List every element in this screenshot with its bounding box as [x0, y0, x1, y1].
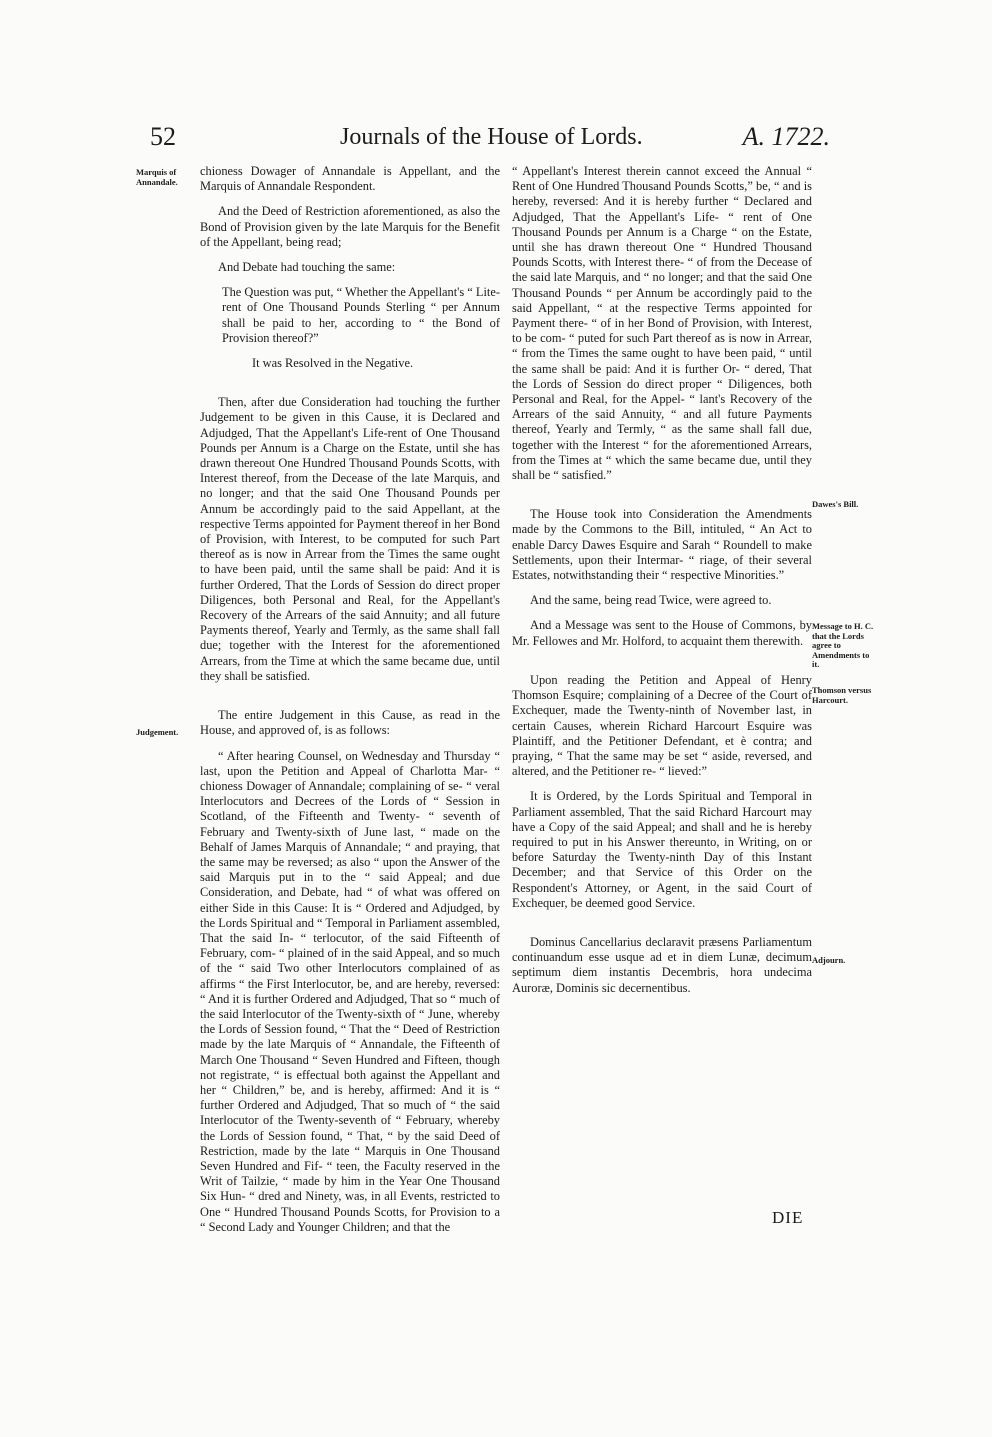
- left-paragraph-1: chioness Dowager of Annandale is Appellant, and the Marquis of Annandale Respondent.: [200, 164, 500, 194]
- order-paragraph: It is Ordered, by the Lords Spiritual and Temporal in Parliament assembled, That the said Richard Harcourt may have a Copy of the said Appeal; and shall and he is hereby required to put in his Answer thereunto, in Writing, on or before Saturday the Twenty-ninth Day of this Instant December; and that Service of this Order on the Respondent's Attorney, or Agent, in the said Court of Exchequer, be deemed good Service.: [512, 789, 812, 910]
- margin-note-thomson: Thomson versus Harcourt.: [812, 685, 872, 705]
- right-paragraph-continued: “ Appellant's Interest therein cannot exceed the Annual “ Rent of One Hundred Thousand Pounds Scotts,” be, “ and is hereby, reversed: And it is hereby further “ Declared and Adjudged, That the Appellant's Life- “ rent of One Thousand Pounds per Annum is a Charge “ on the Estate, until she has drawn thereout One “ Hundred Thousand Pounds Scotts, with Interest there- “ of from the Decease of the said late Marquis, and “ no longer; and that the said One Thousand Pounds “ per Annum be accordingly paid to the said Appellant, “ at the respective Terms appointed for Payment there- “ of in her Bond of Provision, with Interest, to be com- “ puted for such Part thereof as is now in Arrear, “ from the Times the same ought to have been paid, “ until the same shall be paid: And it is further Or- “ dered, That the Lords of Session do direct proper “ Diligences, both Personal and Real, for the Appel- “ lant's Recovery of the Arrears of the said Annuity, “ and all future Payments thereof, Yearly and Termly, “ as the same shall fall due, together with the Interest “ for the aforementioned Arrears, from the Times at “ which the same became due, until they shall be “ satisfied.”: [512, 164, 812, 483]
- left-paragraph-2: And the Deed of Restriction aforementioned, as also the Bond of Provision given by the late Marquis for the Benefit of the Appellant, being read;: [200, 204, 500, 249]
- margin-note-judgement: Judgement.: [136, 727, 179, 737]
- resolution: It was Resolved in the Negative.: [252, 356, 414, 371]
- catchword: DIE: [772, 1208, 804, 1227]
- margin-note-message: Message to H. C. that the Lords agree to Amendments to it.: [812, 621, 874, 669]
- left-paragraph-3: And Debate had touching the same:: [218, 260, 396, 275]
- thomson-petition-paragraph: Upon reading the Petition and Appeal of Henry Thomson Esquire; complaining of a Decree of the Court of Exchequer, made the Twenty-ninth of November last, in certain Causes, wherein Richard Harcourt Esquire was Plaintiff, and the Petitioner Defendant, et è contra; and praying, “ That the same may be set “ aside, reversed, and altered, and the Petitioner re- “ lieved:”: [512, 672, 812, 779]
- left-paragraph-judgement-declared: Then, after due Consideration had touching the further Judgement to be given in this Cause, it is Declared and Adjudged, That the Appellant's Life-rent of One Thousand Pounds per Annum is a Charge on the Estate, until she has drawn thereout One Hundred Thousand Pounds Scotts, with Interest thereof, from the Decease of the late Marquis, and no longer; and that the said One Thousand Pounds per Annum be accordingly paid to the said Appellant, at the respective Terms appointed for Payment thereof in her Bond of Provision, with Interest, to be computed for such Part thereof as is now in Arrear from the Times the same ought to have been paid, until the same shall be paid: And it is further Ordered, That the Lords of Session do direct proper Diligences, both Personal and Real, for the Appellant's Recovery of the Arrears of the said Annuity; and all future Payments thereof, Yearly and Termly, as the same shall fall due; together with the Interest for the aforementioned Arrears, from the Time at which the same became due, until they shall be satisfied.: [200, 395, 500, 683]
- running-title: Journals of the House of Lords.: [340, 124, 643, 150]
- message-paragraph: And a Message was sent to the House of Commons, by Mr. Fellowes and Mr. Holford, to acquaint them therewith.: [512, 618, 812, 648]
- left-column: [200, 164, 500, 1245]
- adjournment-paragraph: Dominus Cancellarius declaravit præsens Parliamentum continuandum esse usque ad et in diem Lunæ, decimum septimum diem instantis Decembris, hora undecima Auroræ, Dominis sic decernentibus.: [512, 934, 812, 995]
- page-number: 52: [150, 122, 176, 151]
- margin-note-dawes: Dawes's Bill.: [812, 499, 859, 509]
- margin-note-annandale: Marquis of Annandale.: [136, 167, 178, 187]
- page-header: [150, 122, 830, 162]
- question-put: The Question was put, “ Whether the Appellant's “ Lite-rent of One Thousand Pounds Sterling “ per Annum shall be paid to her, according to “ the Bond of Provision thereof?”: [222, 285, 500, 345]
- right-column: [512, 164, 812, 1006]
- judgement-text: “ After hearing Counsel, on Wednesday and Thursday “ last, upon the Petition and Appeal of Charlotta Mar- “ chioness Dowager of Annandale; complaining of se- “ veral Interlocutors and Decrees of the Lords of “ Session in Scotland, of the Fifteenth and Twenty- “ seventh of February and Twenty-sixth of June last, “ made on the Behalf of James Marquis of Annandale; “ and praying, that the same may be reversed; as also “ upon the Answer of the said Marquis put in to the “ said Appeal; and due Consideration, and Debate, had “ of what was offered on either Side in this Cause: It is “ Ordered and Adjudged, by the Lords Spiritual and “ Temporal in Parliament assembled, That the said In- “ terlocutor, of the said Fifteenth of February, com- “ plained of in the said Appeal, and so much of the “ said Two other Interlocutors complained of as affirms “ the First Interlocutor, be, and are hereby, reversed: “ And it is further Ordered and Adjudged, That so “ much of the said Interlocutor of the Twenty-sixth of “ June, whereby the Lords of Session found, “ That the “ Deed of Restriction made by the late Marquis of “ Annandale, the Fifteenth of March One Thousand “ Seven Hundred and Fifteen, though not registrate, “ is effectual both against the Appellant and her “ Children,” be, and is hereby, affirmed: And it is “ further Ordered and Adjudged, That so much of “ the said Interlocutor of the Twenty-seventh of “ February, whereby the Lords of Session found, “ That, “ by the said Deed of Restriction, made by the late “ Marquis in One Thousand Seven Hundred and Fif- “ teen, the Faculty reserved in the Writ of Tailzie, “ made by him in the Year One Thousand Six Hun- “ dred and Ninety, was, in all Events, restricted to One “ Hundred Thousand Pounds Scotts, for Provision to a “ Second Lady and Younger Children; and that the: [200, 748, 500, 1234]
- agreed-paragraph: And the same, being read Twice, were agreed to.: [530, 593, 772, 608]
- left-paragraph-entire-judgement: The entire Judgement in this Cause, as read in the House, and approved of, is as follows:: [200, 708, 500, 738]
- margin-note-adjourn: Adjourn.: [812, 955, 846, 965]
- page-year: A. 1722.: [742, 122, 830, 151]
- dawes-bill-paragraph: The House took into Consideration the Amendments made by the Commons to the Bill, intituled, “ An Act to enable Darcy Dawes Esquire and Sarah “ Roundell to make Settlements, upon their Intermar- “ riage, of their several Estates, notwithstanding their “ respective Minorities.”: [512, 507, 812, 583]
